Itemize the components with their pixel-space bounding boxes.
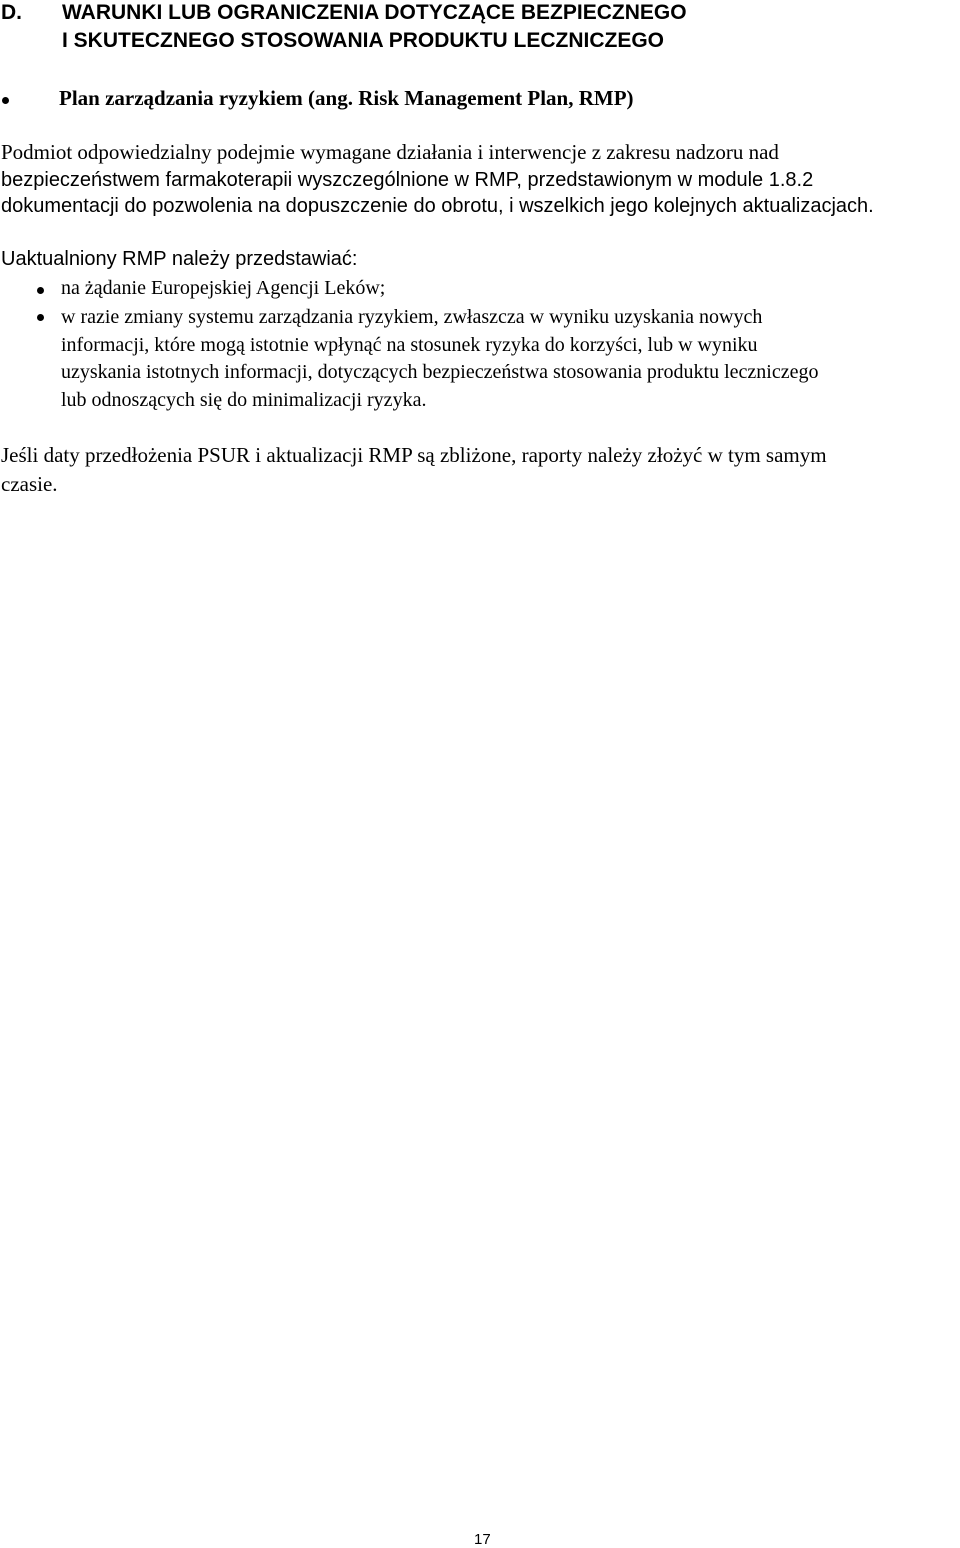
paragraph-3-line-2: czasie. — [1, 472, 58, 496]
paragraph-2-intro: Uaktualniony RMP należy przedstawiać: — [1, 248, 358, 270]
plan-bullet-text: Plan zarządzania ryzykiem (ang. Risk Management Plan, RMP) — [59, 86, 634, 110]
paragraph-3-line-1: Jeśli daty przedłożenia PSUR i aktualizacji RMP są zbliżone, raporty należy złożyć w tym samym — [1, 443, 827, 467]
paragraph-1-line-1: Podmiot odpowiedzialny podejmie wymagane działania i interwencje z zakresu nadzoru nad — [1, 140, 779, 164]
list-item-text-line-4: lub odnoszących się do minimalizacji ryzyka. — [61, 389, 427, 411]
bullet-icon — [37, 314, 44, 321]
list-item-text-line-2: informacji, które mogą istotnie wpłynąć na stosunek ryzyka do korzyści, lub w wyniku — [61, 334, 758, 356]
page-number: 17 — [474, 1531, 491, 1548]
bullet-icon — [37, 287, 44, 294]
list-item-text: na żądanie Europejskiej Agencji Leków; — [61, 277, 386, 299]
bullet-icon — [2, 97, 9, 104]
list-item-text-line-1: w razie zmiany systemu zarządzania ryzykiem, zwłaszcza w wyniku uzyskania nowych — [61, 306, 763, 328]
section-title-line-2: I SKUTECZNEGO STOSOWANIA PRODUKTU LECZNICZEGO — [62, 29, 665, 52]
paragraph-1-line-2: bezpieczeństwem farmakoterapii wyszczególnione w RMP, przedstawionym w module 1.8.2 — [1, 169, 814, 191]
section-letter: D. — [1, 1, 22, 24]
paragraph-1-line-3: dokumentacji do pozwolenia na dopuszczenie do obrotu, i wszelkich jego kolejnych aktualizacjach. — [1, 195, 874, 217]
section-title-line-1: WARUNKI LUB OGRANICZENIA DOTYCZĄCE BEZPIECZNEGO — [62, 1, 687, 24]
list-item-text-line-3: uzyskania istotnych informacji, dotyczących bezpieczeństwa stosowania produktu leczniczego — [61, 361, 819, 383]
